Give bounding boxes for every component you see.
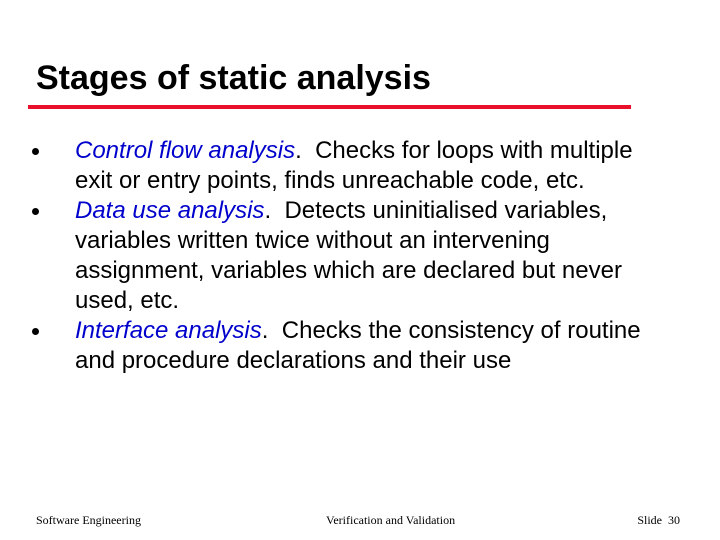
bullet-separator: .: [261, 317, 269, 344]
bullet-dot-icon: [32, 148, 39, 155]
bullet-dot-icon: [32, 328, 39, 335]
bullet-item-data-use: [30, 196, 670, 316]
bullet-term: Data use analysis: [75, 197, 265, 224]
bullet-text: Checks for loops with multiple exit or entry points, finds unreachable code, etc.: [75, 137, 640, 194]
bullet-dot-icon: [32, 208, 39, 215]
bullet-text: Detects uninitialised variables, variables written twice without an intervening assignment, variables which are declared but never used, etc.: [75, 197, 629, 314]
bullet-list: [30, 136, 670, 376]
footer-topic: Verification and Validation: [326, 513, 456, 527]
bullet-item-control-flow: [30, 136, 670, 196]
footer-slide-number: Slide 30: [637, 513, 680, 527]
bullet-term: Control flow analysis: [75, 137, 296, 164]
bullet-item-interface: [30, 316, 670, 376]
footer-course: Software Engineering: [36, 513, 141, 527]
slide-title: Stages of static analysis: [36, 59, 431, 97]
bullet-text: Checks the consistency of routine and procedure declarations and their use: [75, 317, 648, 374]
bullet-separator: .: [295, 137, 302, 164]
bullet-separator: .: [264, 197, 272, 224]
title-underline: [28, 105, 631, 109]
bullet-term: Interface analysis: [75, 317, 262, 344]
